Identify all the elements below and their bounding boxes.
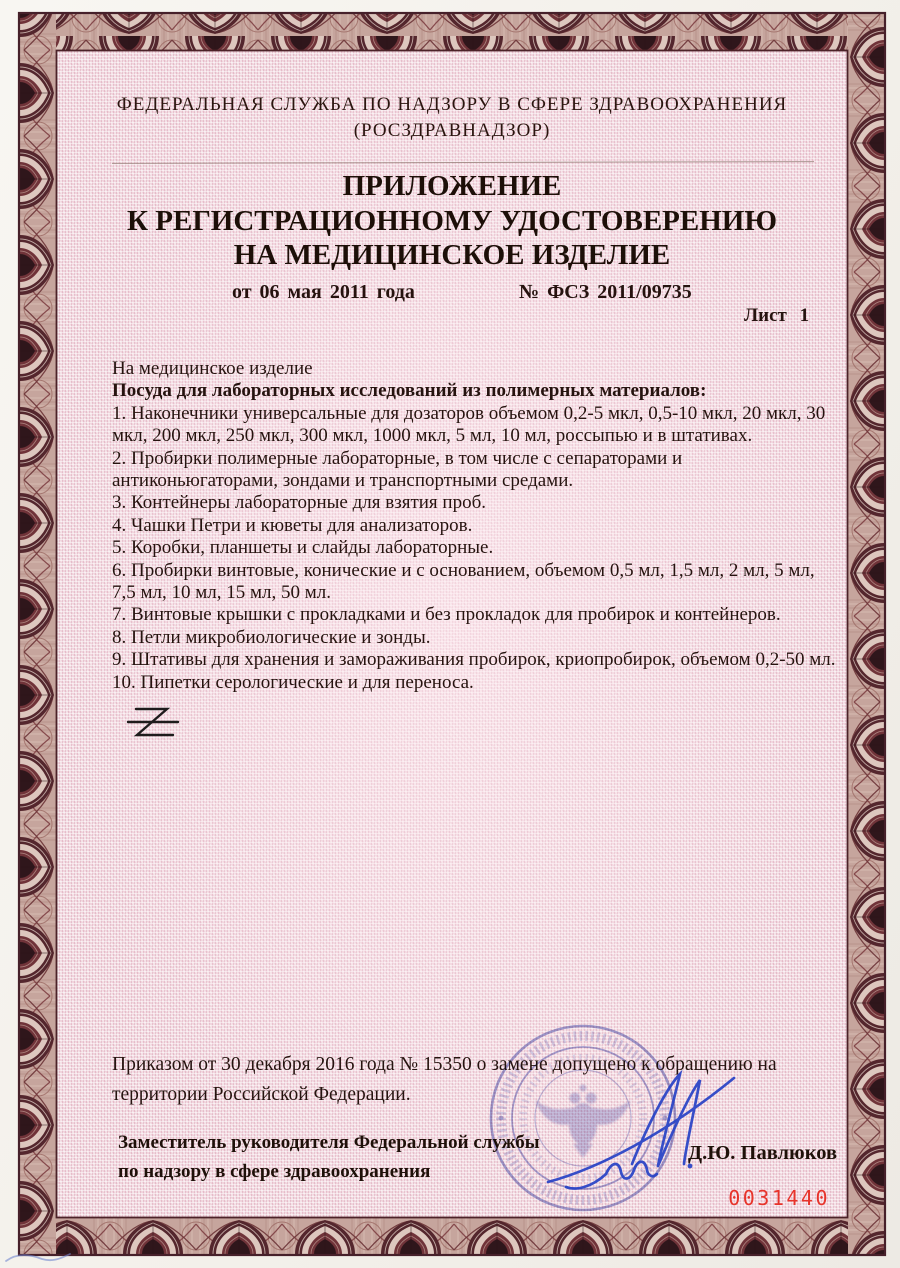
item-line: 2. Пробирки полимерные лабораторные, в том числе с сепараторами и антиконьюгаторами, зондами и транспортными средами. [112, 447, 683, 492]
agency-short-name: (РОСЗДРАВНАДЗОР) [353, 120, 551, 141]
signature-icon [538, 1066, 748, 1211]
item-line: 1. Наконечники универсальные для дозаторов объемом 0,2-5 мкл, 0,5-10 мкл, 20 мкл, 30 мкл, 200 мкл, 250 мкл, 300 мкл, 1000 мкл, 5 мл, 10 мл, россыпью и в штативах. [112, 402, 826, 447]
serial-number: 0031440 [728, 1186, 830, 1210]
title-line-2: К РЕГИСТРАЦИОННОМУ УДОСТОВЕРЕНИЮ [126, 204, 777, 237]
margin-pen-scribble-icon [2, 1248, 74, 1266]
title-line-1: ПРИЛОЖЕНИЕ [342, 170, 562, 202]
agency-header [56, 92, 848, 144]
agency-name: ФЕДЕРАЛЬНАЯ СЛУЖБА ПО НАДЗОРУ В СФЕРЕ ЗДРАВООХРАНЕНИЯ [116, 94, 788, 115]
intro-line: На медицинское изделие [112, 358, 313, 379]
item-line: 10. Пипетки серологические и для переноса. [112, 671, 474, 693]
sheet-number: Лист 1 [744, 305, 810, 326]
registration-number: № ФСЗ 2011/09735 [519, 281, 692, 303]
signer-name: Д.Ю. Павлюков [688, 1142, 838, 1164]
title-line-3: НА МЕДИЦИНСКОЕ ИЗДЕЛИЕ [233, 239, 671, 271]
item-line: 4. Чашки Петри и кюветы для анализаторов. [112, 514, 473, 536]
item-line: 8. Петли микробиологические и зонды. [112, 626, 431, 648]
item-line: 3. Контейнеры лабораторные для взятия проб. [112, 492, 487, 514]
item-line: 6. Пробирки винтовые, конические и с основанием, объемом 0,5 мл, 1,5 мл, 2 мл, 5 мл, 7,5 мл, 10 мл, 15 мл, 50 мл. [112, 559, 815, 604]
signer-position-line-2: по надзору в сфере здравоохранения [118, 1161, 431, 1182]
issue-date: от 06 мая 2011 года [232, 281, 415, 303]
document-title [56, 169, 848, 273]
signer-position-line-1: Заместитель руководителя Федеральной службы [118, 1132, 540, 1153]
item-line: 7. Винтовые крышки с прокладками и без прокладок для пробирок и контейнеров. [112, 604, 781, 626]
end-of-text-z-mark-icon [124, 700, 182, 746]
item-line: 5. Коробки, планшеты и слайды лабораторные. [112, 537, 494, 559]
item-line: 9. Штативы для хранения и замораживания пробирок, криопробирок, объемом 0,2-50 мл. [112, 649, 836, 671]
product-name: Посуда для лабораторных исследований из полимерных материалов: [112, 380, 707, 402]
document-body [112, 358, 837, 694]
order-note: Приказом от 30 декабря 2016 года № 15350 о замене допущено к обращению на территории Российской Федерации. [112, 1054, 777, 1105]
